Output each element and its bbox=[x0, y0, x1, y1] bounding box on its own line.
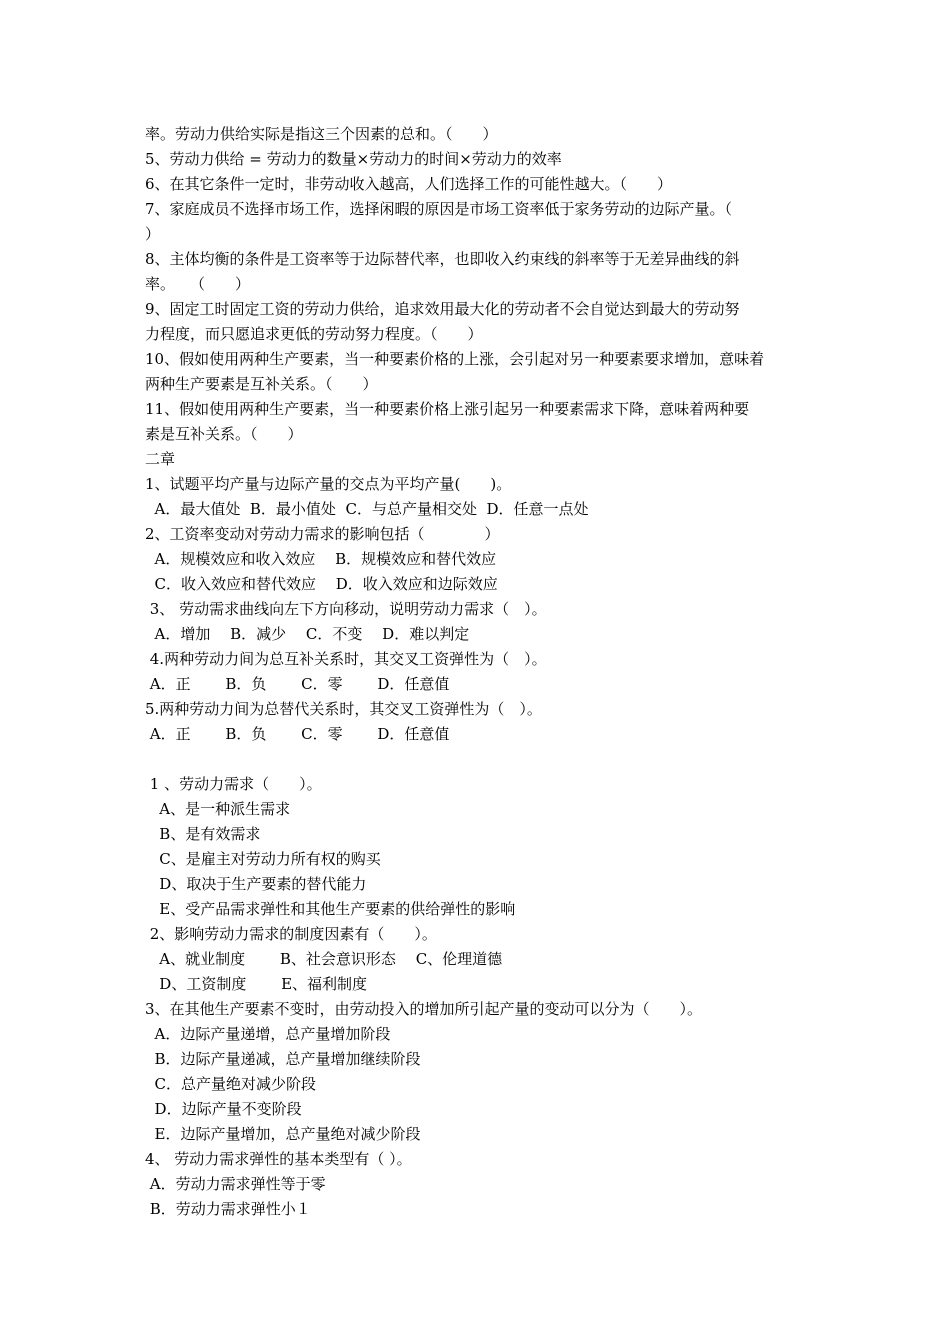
text-line: C、是雇主对劳动力所有权的购买 bbox=[145, 850, 381, 868]
text-line: C．收入效应和替代效应 D．收入效应和边际效应 bbox=[145, 575, 498, 593]
text-line: A．最大值处 B．最小值处 C．与总产量相交处 D．任意一点处 bbox=[145, 500, 589, 518]
text-line: 2、影响劳动力需求的制度因素有（ ）。 bbox=[145, 925, 437, 943]
text-line: 9、固定工时固定工资的劳动力供给，追求效用最大化的劳动者不会自觉达到最大的劳动努 bbox=[145, 300, 740, 318]
text-line: A、就业制度 B、社会意识形态 C、伦理道德 bbox=[145, 950, 503, 968]
text-line: C．总产量绝对减少阶段 bbox=[145, 1075, 317, 1093]
text-line: 两种生产要素是互补关系。（ ） bbox=[145, 375, 378, 393]
text-line: 8、主体均衡的条件是工资率等于边际替代率，也即收入约束线的斜率等于无差异曲线的斜 bbox=[145, 250, 740, 268]
text-line: 11、假如使用两种生产要素，当一种要素价格上涨引起另一种要素需求下降，意味着两种要 bbox=[145, 400, 750, 418]
text-line: B．边际产量递减，总产量增加继续阶段 bbox=[145, 1050, 421, 1068]
text-line: B．劳动力需求弹性小１ bbox=[145, 1200, 311, 1218]
text-line: 2、工资率变动对劳动力需求的影响包括（ ） bbox=[145, 525, 500, 543]
text-line: 1、试题平均产量与边际产量的交点为平均产量( )。 bbox=[145, 475, 512, 493]
text-line: A．边际产量递增，总产量增加阶段 bbox=[145, 1025, 391, 1043]
text-line: 1 、劳动力需求（ ）。 bbox=[145, 775, 322, 793]
text-line: 4、 劳动力需求弹性的基本类型有（ ）。 bbox=[145, 1150, 412, 1168]
text-line: E．边际产量增加，总产量绝对减少阶段 bbox=[145, 1125, 421, 1143]
text-line: 4.两种劳动力间为总互补关系时，其交叉工资弹性为（ ）。 bbox=[145, 650, 547, 668]
text-line: D、工资制度 E、福利制度 bbox=[145, 975, 368, 993]
text-line: D．边际产量不变阶段 bbox=[145, 1100, 302, 1118]
text-line: 素是互补关系。（ ） bbox=[145, 425, 303, 443]
text-line: 10、假如使用两种生产要素，当一种要素价格的上涨，会引起对另一种要素要求增加，意味着 bbox=[145, 350, 765, 368]
text-line: A．增加 B．减少 C．不变 D．难以判定 bbox=[145, 625, 470, 643]
text-line: ） bbox=[145, 225, 161, 243]
text-line: A．正 B．负 C．零 D．任意值 bbox=[145, 675, 450, 693]
text-line: 3、 劳动需求曲线向左下方向移动，说明劳动力需求（ ）。 bbox=[145, 600, 547, 618]
text-line: E、受产品需求弹性和其他生产要素的供给弹性的影响 bbox=[145, 900, 516, 918]
text-line: A．劳动力需求弹性等于零 bbox=[145, 1175, 326, 1193]
text-line: 二章 bbox=[145, 450, 176, 468]
text-line: 6、在其它条件一定时，非劳动收入越高，人们选择工作的可能性越大。（ ） bbox=[145, 175, 673, 193]
text-line: 率。 （ ） bbox=[145, 275, 251, 293]
text-line: 5.两种劳动力间为总替代关系时，其交叉工资弹性为（ ）。 bbox=[145, 700, 542, 718]
text-line: 率。劳动力供给实际是指这三个因素的总和。（ ） bbox=[145, 125, 498, 143]
text-line: 3、在其他生产要素不变时，由劳动投入的增加所引起产量的变动可以分为（ ）。 bbox=[145, 1000, 703, 1018]
text-line: B、是有效需求 bbox=[145, 825, 261, 843]
text-line: 7、家庭成员不选择市场工作，选择闲暇的原因是市场工资率低于家务劳动的边际产量。（ bbox=[145, 200, 733, 218]
text-line: A．正 B．负 C．零 D．任意值 bbox=[145, 725, 450, 743]
text-line: D、取决于生产要素的替代能力 bbox=[145, 875, 367, 893]
text-line: 力程度，而只愿追求更低的劳动努力程度。（ ） bbox=[145, 325, 483, 343]
text-line: A、是一种派生需求 bbox=[145, 800, 291, 818]
text-line: 5、劳动力供给 = 劳动力的数量×劳动力的时间×劳动力的效率 bbox=[145, 150, 562, 168]
text-line: A．规模效应和收入效应 B．规模效应和替代效应 bbox=[145, 550, 497, 568]
